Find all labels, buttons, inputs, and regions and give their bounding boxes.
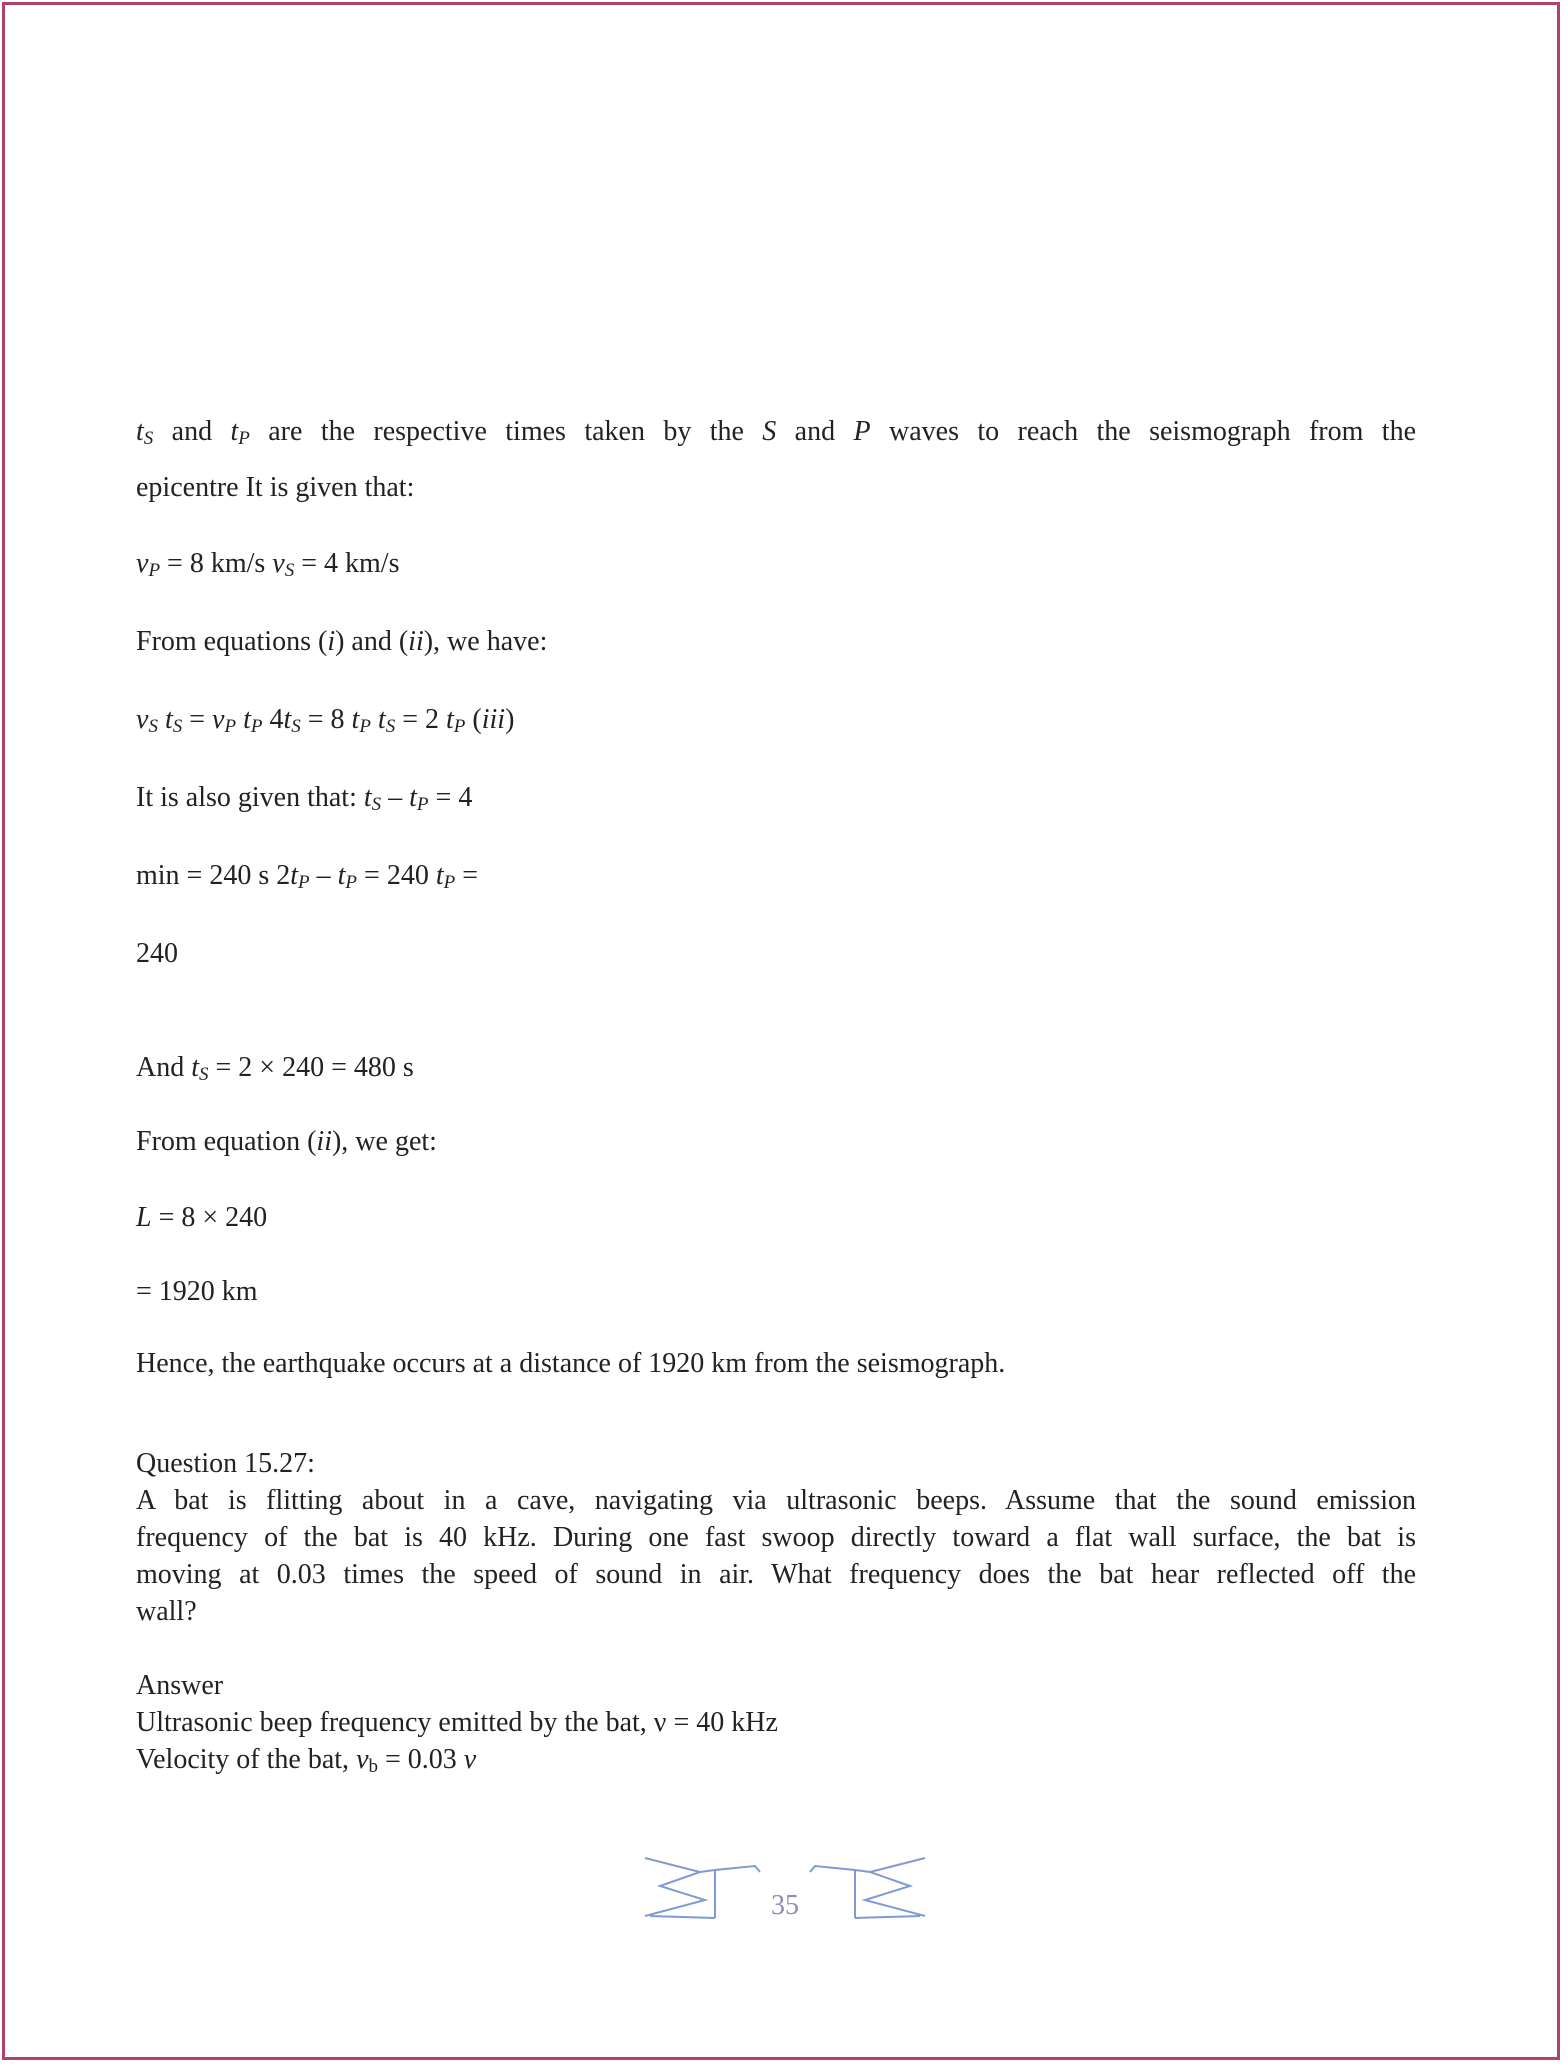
eq-ref: ii	[316, 1126, 332, 1157]
math-subscript: P	[224, 716, 237, 737]
vs-value: = 4 km/s	[294, 548, 400, 579]
question-line-1: A bat is flitting about in a cave, navigating via ultrasonic beeps. Assume that the sound emission	[136, 1485, 1416, 1516]
math-text: = 2 × 240 = 480 s	[208, 1052, 414, 1083]
s-wave-symbol: S	[762, 416, 777, 447]
text: ), we get:	[331, 1126, 437, 1157]
math-text: –	[381, 782, 410, 813]
answer-line-2	[136, 1742, 476, 1785]
value-240: 240	[136, 938, 178, 969]
definition-line-1	[136, 414, 1416, 457]
from-equation-ii-line	[136, 1124, 437, 1160]
math-symbol: v	[136, 704, 149, 735]
velocities-line	[136, 546, 399, 589]
math-subscript: S	[172, 716, 183, 737]
math-symbol: t	[377, 704, 386, 735]
equation-iii-line	[136, 702, 514, 745]
math-text	[371, 704, 378, 735]
math-text: = 0.03	[378, 1744, 464, 1775]
math-symbol: v	[463, 1744, 477, 1775]
math-symbol: t	[283, 704, 292, 735]
text: It is also given that:	[136, 782, 364, 813]
page-number: 35	[771, 1890, 799, 1921]
math-symbol: t	[290, 860, 299, 891]
ts-subscript: S	[143, 428, 154, 449]
math-text: = 8	[300, 704, 352, 735]
math-subscript: b	[368, 1756, 378, 1777]
math-subscript: P	[443, 872, 456, 893]
vp-subscript: P	[148, 560, 161, 581]
question-title: Question 15.27:	[136, 1448, 315, 1479]
eq-ref: ii	[408, 626, 424, 657]
math-text: = 2	[395, 704, 446, 735]
text: Velocity of the bat,	[136, 1744, 357, 1775]
question-line-2: frequency of the bat is 40 kHz. During one fast swoop directly toward a flat wall surface, the bat is	[136, 1522, 1416, 1553]
conclusion-line: Hence, the earthquake occurs at a distance of 1920 km from the seismograph.	[136, 1348, 1006, 1379]
definition-line-2: epicentre It is given that:	[136, 472, 415, 503]
math-symbol: t	[409, 782, 417, 813]
km-line: = 1920 km	[136, 1276, 258, 1307]
math-symbol: t	[446, 704, 454, 735]
math-text: = 240	[357, 860, 436, 891]
text: ), we have:	[423, 626, 548, 657]
math-text: =	[182, 704, 213, 735]
text: From equations (	[136, 626, 328, 657]
math-subscript: S	[371, 794, 382, 815]
math-symbol: t	[164, 704, 173, 735]
eq-label: iii	[481, 704, 506, 735]
tp-symbol: t	[230, 416, 239, 447]
vs-symbol: v	[272, 548, 285, 579]
math-text: min = 240 s 2	[136, 860, 291, 891]
math-symbol: v	[212, 704, 225, 735]
math-subscript: P	[359, 716, 371, 737]
math-subscript: P	[345, 872, 358, 893]
also-given-line	[136, 780, 472, 823]
math-subscript: S	[148, 716, 158, 737]
text: From equation (	[136, 1126, 317, 1157]
L-line	[136, 1200, 267, 1236]
min-line	[136, 858, 478, 901]
math-symbol: L	[136, 1202, 152, 1233]
text: and	[153, 416, 231, 447]
ts-symbol: t	[136, 416, 144, 447]
math-subscript: S	[199, 1064, 209, 1085]
vs-subscript: S	[284, 560, 295, 581]
math-symbol: t	[243, 704, 251, 735]
from-equations-line	[136, 624, 547, 660]
math-symbol: t	[363, 782, 372, 813]
math-text: =	[455, 860, 479, 891]
text: waves to reach the seismograph from the	[870, 416, 1417, 447]
eq-ref: i	[327, 626, 336, 657]
math-text: 4	[262, 704, 284, 735]
math-subscript: S	[385, 716, 396, 737]
text: are the respective times taken by the	[249, 416, 763, 447]
math-symbol: v	[356, 1744, 369, 1775]
math-subscript: S	[291, 716, 301, 737]
math-subscript: P	[298, 872, 310, 893]
math-symbol: t	[191, 1052, 200, 1083]
math-text: –	[309, 860, 338, 891]
vp-symbol: v	[136, 548, 149, 579]
math-text: )	[505, 704, 515, 735]
math-text: = 4	[428, 782, 473, 813]
p-wave-symbol: P	[853, 416, 871, 447]
math-symbol: t	[435, 860, 444, 891]
answer-line-1: Ultrasonic beep frequency emitted by the bat, ν = 40 kHz	[136, 1707, 778, 1738]
tp-subscript: P	[238, 428, 250, 449]
question-line-4: wall?	[136, 1596, 197, 1627]
question-line-3: moving at 0.03 times the speed of sound in air. What frequency does the bat hear reflected off the	[136, 1559, 1416, 1590]
answer-heading: Answer	[136, 1670, 224, 1701]
and-ts-line	[136, 1050, 414, 1093]
text: ) and (	[335, 626, 409, 657]
vp-value: = 8 km/s	[160, 548, 273, 579]
math-subscript: P	[250, 716, 263, 737]
math-text: (	[465, 704, 482, 735]
math-text: = 8 × 240	[151, 1202, 268, 1233]
math-subscript: P	[453, 716, 466, 737]
math-subscript: P	[416, 794, 429, 815]
text: and	[776, 416, 854, 447]
math-symbol: t	[337, 860, 346, 891]
math-symbol: t	[351, 704, 360, 735]
text: And	[136, 1052, 192, 1083]
